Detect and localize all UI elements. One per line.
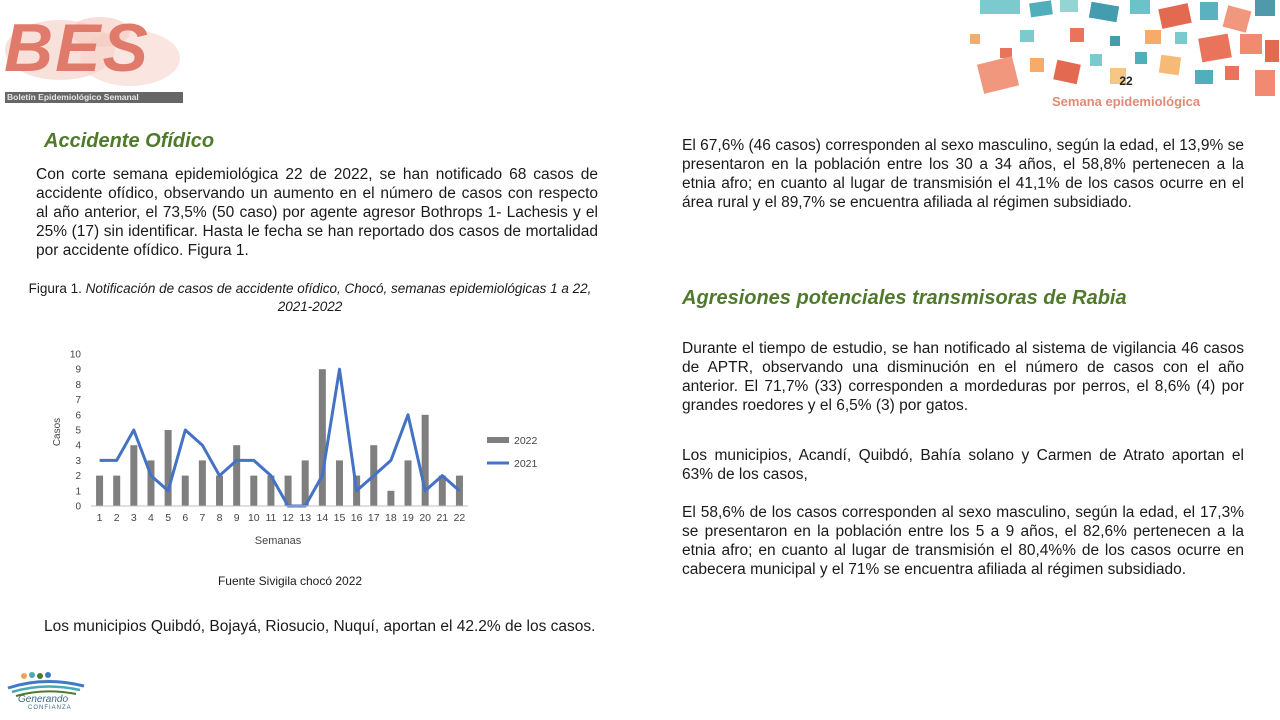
bar-2022-week-14	[319, 369, 326, 506]
x-axis-label: Semanas	[254, 535, 302, 547]
bar-2022-week-2	[113, 476, 120, 506]
y-tick-label: 8	[75, 379, 81, 391]
footer-logo-text: Generando	[18, 694, 69, 705]
legend-label-2021: 2021	[514, 458, 538, 470]
x-tick-label: 21	[436, 512, 449, 524]
x-tick-label: 1	[96, 512, 103, 524]
legend-swatch-2022	[487, 437, 509, 443]
bar-2022-week-22	[456, 476, 463, 506]
y-tick-label: 7	[75, 395, 81, 407]
x-tick-label: 19	[402, 512, 414, 524]
bar-2022-week-20	[422, 415, 429, 506]
bar-2022-week-6	[182, 476, 189, 506]
bar-2022-week-5	[165, 430, 172, 506]
section-title-rabia: Agresiones potenciales transmisoras de Rabia	[682, 287, 1127, 309]
bar-2022-week-10	[250, 476, 257, 506]
y-tick-label: 3	[75, 455, 81, 467]
bar-2022-week-1	[96, 476, 103, 506]
y-tick-label: 0	[75, 501, 81, 513]
aptr-paragraph: Durante el tiempo de estudio, se han notificado al sistema de vigilancia 46 casos de APTR, observando una disminución en el número de casos con el año anterior. El 71,7% (33) corresponden a mordeduras por perros, el 8,6% (4) por grandes roedores y el 6,5% (3) por gatos.	[682, 340, 1244, 414]
aptr-demographics-paragraph: El 58,6% de los casos corresponden al sexo masculino, según la edad, el 17,3% se presentaron en la población entre los 5 a 9 años, el 82,6% pertenecen a la etnia afro; en cuanto al lugar de transmisión el 80,4%% de los casos ocurre en cabecera municipal y el 71% se encuentra afiliada al régimen subsidiado.	[682, 504, 1244, 578]
footer-logo-sub: CONFIANZA	[28, 705, 72, 711]
bar-2022-week-21	[439, 476, 446, 506]
figure-source: Fuente Sivigila chocó 2022	[217, 574, 363, 588]
bar-2022-week-8	[216, 476, 223, 506]
week-number: 22	[1119, 74, 1133, 88]
y-tick-label: 2	[75, 471, 81, 483]
x-tick-label: 22	[453, 512, 466, 524]
x-tick-label: 11	[265, 512, 277, 524]
bar-2022-week-19	[405, 460, 412, 506]
aptr-municipios-paragraph: Los municipios, Acandí, Quibdó, Bahía solano y Carmen de Atrato aportan el 63% de los casos,	[682, 447, 1244, 483]
logo-text: BES	[4, 10, 150, 86]
x-tick-label: 16	[350, 512, 363, 524]
bar-2022-week-7	[199, 460, 206, 506]
legend-label-2022: 2022	[514, 435, 538, 447]
cases-chart	[40, 340, 600, 560]
x-tick-label: 13	[299, 512, 312, 524]
x-tick-label: 2	[113, 512, 120, 524]
x-tick-label: 10	[247, 512, 260, 524]
x-tick-label: 15	[333, 512, 346, 524]
x-tick-label: 8	[216, 512, 223, 524]
y-axis-label: Casos	[52, 417, 63, 447]
bar-2022-week-18	[387, 491, 394, 506]
x-tick-label: 6	[182, 512, 189, 524]
y-tick-label: 6	[75, 410, 81, 422]
municipios-paragraph: Los municipios Quibdó, Bojayá, Riosucio, Nuquí, aportan el 42.2% de los casos.	[44, 618, 596, 635]
x-tick-label: 4	[148, 512, 154, 524]
chart-legend	[487, 435, 538, 470]
figure-prefix: Figura 1.	[28, 281, 86, 296]
section-title-accidente: Accidente Ofídico	[44, 130, 215, 152]
x-tick-label: 14	[316, 512, 329, 524]
x-tick-label: 20	[419, 512, 432, 524]
bar-2022-week-3	[130, 445, 137, 506]
x-tick-label: 9	[233, 512, 240, 524]
x-tick-label: 5	[165, 512, 172, 524]
figure-caption	[22, 280, 598, 316]
x-tick-label: 12	[282, 512, 294, 524]
logo-subtitle: Boletín Epidemiológico Semanal	[5, 92, 183, 103]
bar-2022-week-15	[336, 460, 343, 506]
x-tick-label: 18	[385, 512, 397, 524]
x-tick-label: 7	[199, 512, 206, 524]
x-tick-label: 3	[130, 512, 137, 524]
y-tick-label: 1	[75, 486, 81, 498]
rabia-demographics-paragraph: El 67,6% (46 casos) corresponden al sexo masculino, según la edad, el 13,9% se presentaron en la población entre los 30 a 34 años, el 58,8% pertenecen a la etnia afro; en cuanto al lugar de transmisión el 41,1% de los casos ocurre en el área rural y el 89,7% se encuentra afiliada al régimen subsidiado.	[682, 137, 1244, 211]
intro-paragraph: Con corte semana epidemiológica 22 de 2022, se han notificado 68 casos de accidente ofídico, observando un aumento en el número de casos con respecto al año anterior, el 73,5% (50 caso) por agente agresor Bothrops 1- Lachesis y el 25% (17) sin identificar. Hasta le fecha se han reportado dos casos de mortalidad por accidente ofídico. Figura 1.	[36, 166, 598, 259]
y-tick-label: 4	[75, 440, 81, 452]
y-tick-label: 5	[75, 425, 81, 437]
figure-title: Notificación de casos de accidente ofídico, Chocó, semanas epidemiológicas 1 a 22, 2021-2022	[85, 281, 592, 314]
y-tick-label: 9	[75, 364, 81, 376]
y-tick-label: 10	[69, 349, 81, 361]
x-tick-label: 17	[367, 512, 380, 524]
bar-2022-week-9	[233, 445, 240, 506]
week-label: Semana epidemiológica	[1052, 94, 1201, 109]
